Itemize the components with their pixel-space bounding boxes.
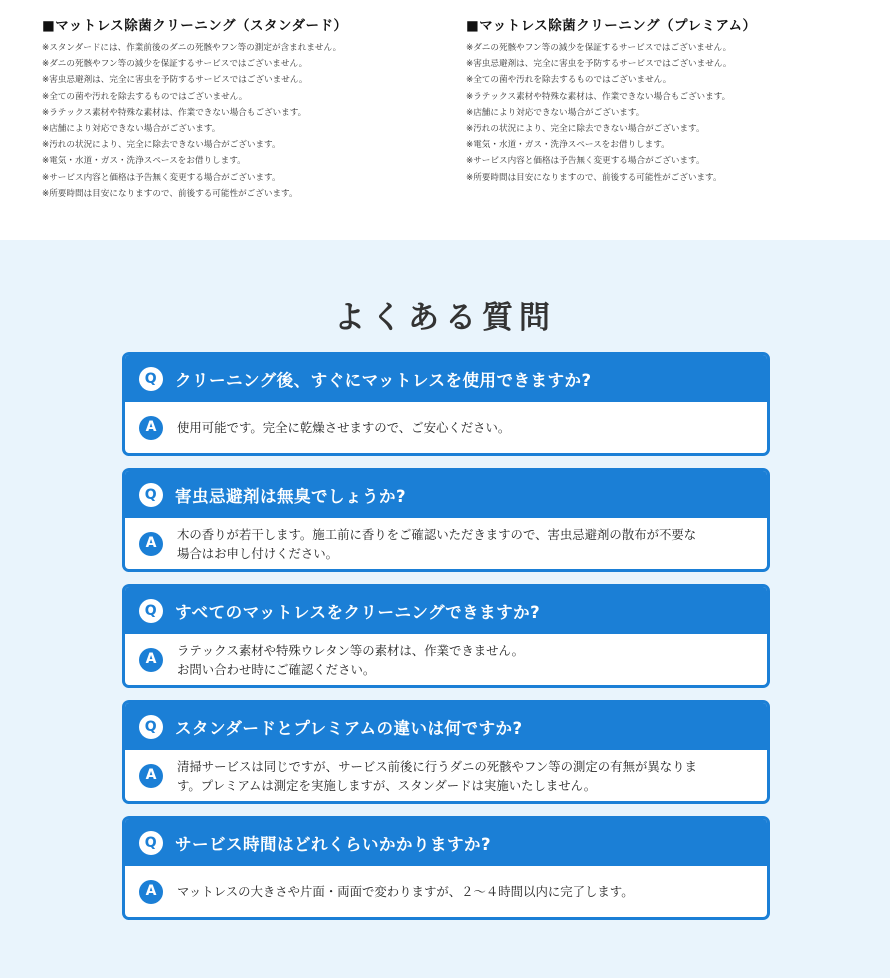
faq-item (122, 700, 770, 804)
note-item: ※サービス内容と価格は予告無く変更する場合がございます。 (466, 156, 705, 167)
faq-answer-text: 清掃サービスは同じですが、サービス前後に行うダニの死骸やフン等の測定の有無が異なりま す。プレミアムは測定を実施しますが、スタンダードは実施いたしません。 (177, 758, 697, 793)
note-item: ※ラテックス素材や特殊な素材は、作業できない場合もございます。 (42, 107, 307, 118)
faq-question[interactable] (125, 703, 767, 750)
faq-answer (125, 634, 767, 685)
note-item: ※汚れの状況により、完全に除去できない場合がございます。 (42, 140, 281, 151)
question-mark-icon: Q (139, 715, 163, 739)
faq-question[interactable] (125, 819, 767, 866)
notes-premium-title: ■マットレス除菌クリーニング（プレミアム） (466, 18, 757, 34)
notes-premium-list (466, 40, 866, 186)
faq-question-text: サービス時間はどれくらいかかりますか? (175, 834, 492, 854)
note-item: ※害虫忌避剤は、完全に害虫を予防するサービスではございません。 (466, 59, 732, 70)
question-mark-icon: Q (139, 831, 163, 855)
faq-answer-text: 使用可能です。完全に乾燥させますので、ご安心ください。 (177, 420, 511, 435)
faq-question[interactable] (125, 471, 767, 518)
note-item: ※所要時間は目安になりますので、前後する可能性がございます。 (42, 188, 298, 199)
note-item: ※スタンダードには、作業前後のダニの死骸やフン等の測定が含まれません。 (42, 43, 342, 53)
note-item: ※汚れの状況により、完全に除去できない場合がございます。 (466, 124, 705, 135)
note-item: ※電気・水道・ガス・洗浄スペースをお借りします。 (42, 156, 246, 167)
faq-question[interactable] (125, 587, 767, 634)
faq-item (122, 584, 770, 688)
answer-mark-icon: A (139, 532, 163, 556)
note-item: ※全ての菌や汚れを除去するものではございません。 (42, 91, 248, 102)
note-item: ※電気・水道・ガス・洗浄スペースをお借りします。 (466, 140, 670, 151)
faq-question[interactable] (125, 355, 767, 402)
note-item: ※店舗により対応できない場合がございます。 (42, 124, 221, 135)
faq-answer-text: ラテックス素材や特殊ウレタン等の素材は、作業できません。 お問い合わせ時にご確認ください。 (177, 642, 525, 677)
notes-standard-title: ■マットレス除菌クリーニング（スタンダード） (42, 18, 348, 34)
faq-answer-text: マットレスの大きさや片面・両面で変わりますが、２～４時間以内に完了します。 (177, 884, 634, 899)
faq-answer (125, 518, 767, 569)
note-item: ※店舗により対応できない場合がございます。 (466, 107, 645, 118)
answer-mark-icon: A (139, 764, 163, 788)
answer-mark-icon: A (139, 880, 163, 904)
faq-question-text: スタンダードとプレミアムの違いは何ですか? (175, 718, 523, 738)
faq-answer (125, 866, 767, 917)
answer-mark-icon: A (139, 648, 163, 672)
faq-item (122, 816, 770, 920)
note-item: ※ラテックス素材や特殊な素材は、作業できない場合もございます。 (466, 91, 731, 102)
note-item: ※所要時間は目安になりますので、前後する可能性がございます。 (466, 172, 722, 183)
note-item: ※害虫忌避剤は、完全に害虫を予防するサービスではございません。 (42, 75, 308, 86)
question-mark-icon: Q (139, 599, 163, 623)
note-item: ※サービス内容と価格は予告無く変更する場合がございます。 (42, 172, 281, 183)
faq-item (122, 352, 770, 456)
faq-answer (125, 402, 767, 453)
faq-heading: よくある質問 (334, 300, 556, 336)
note-item: ※ダニの死骸やフン等の減少を保証するサービスではございません。 (466, 43, 732, 53)
faq-section (0, 240, 890, 978)
question-mark-icon: Q (139, 483, 163, 507)
faq-answer-text: 木の香りが若干します。施工前に香りをご確認いただきますので、害虫忌避剤の散布が不要な 場合はお申し付けください。 (177, 526, 697, 561)
faq-item (122, 468, 770, 572)
answer-mark-icon: A (139, 416, 163, 440)
note-item: ※全ての菌や汚れを除去するものではございません。 (466, 75, 672, 86)
faq-question-text: 害虫忌避剤は無臭でしょうか? (175, 486, 407, 506)
notes-section (0, 0, 890, 240)
faq-answer (125, 750, 767, 801)
note-item: ※ダニの死骸やフン等の減少を保証するサービスではございません。 (42, 59, 308, 70)
faq-list (122, 352, 770, 932)
faq-question-text: すべてのマットレスをクリーニングできますか? (175, 602, 541, 622)
question-mark-icon: Q (139, 367, 163, 391)
notes-standard (42, 14, 442, 202)
notes-standard-list (42, 40, 442, 202)
notes-premium (466, 14, 866, 186)
faq-question-text: クリーニング後、すぐにマットレスを使用できますか? (175, 370, 592, 390)
